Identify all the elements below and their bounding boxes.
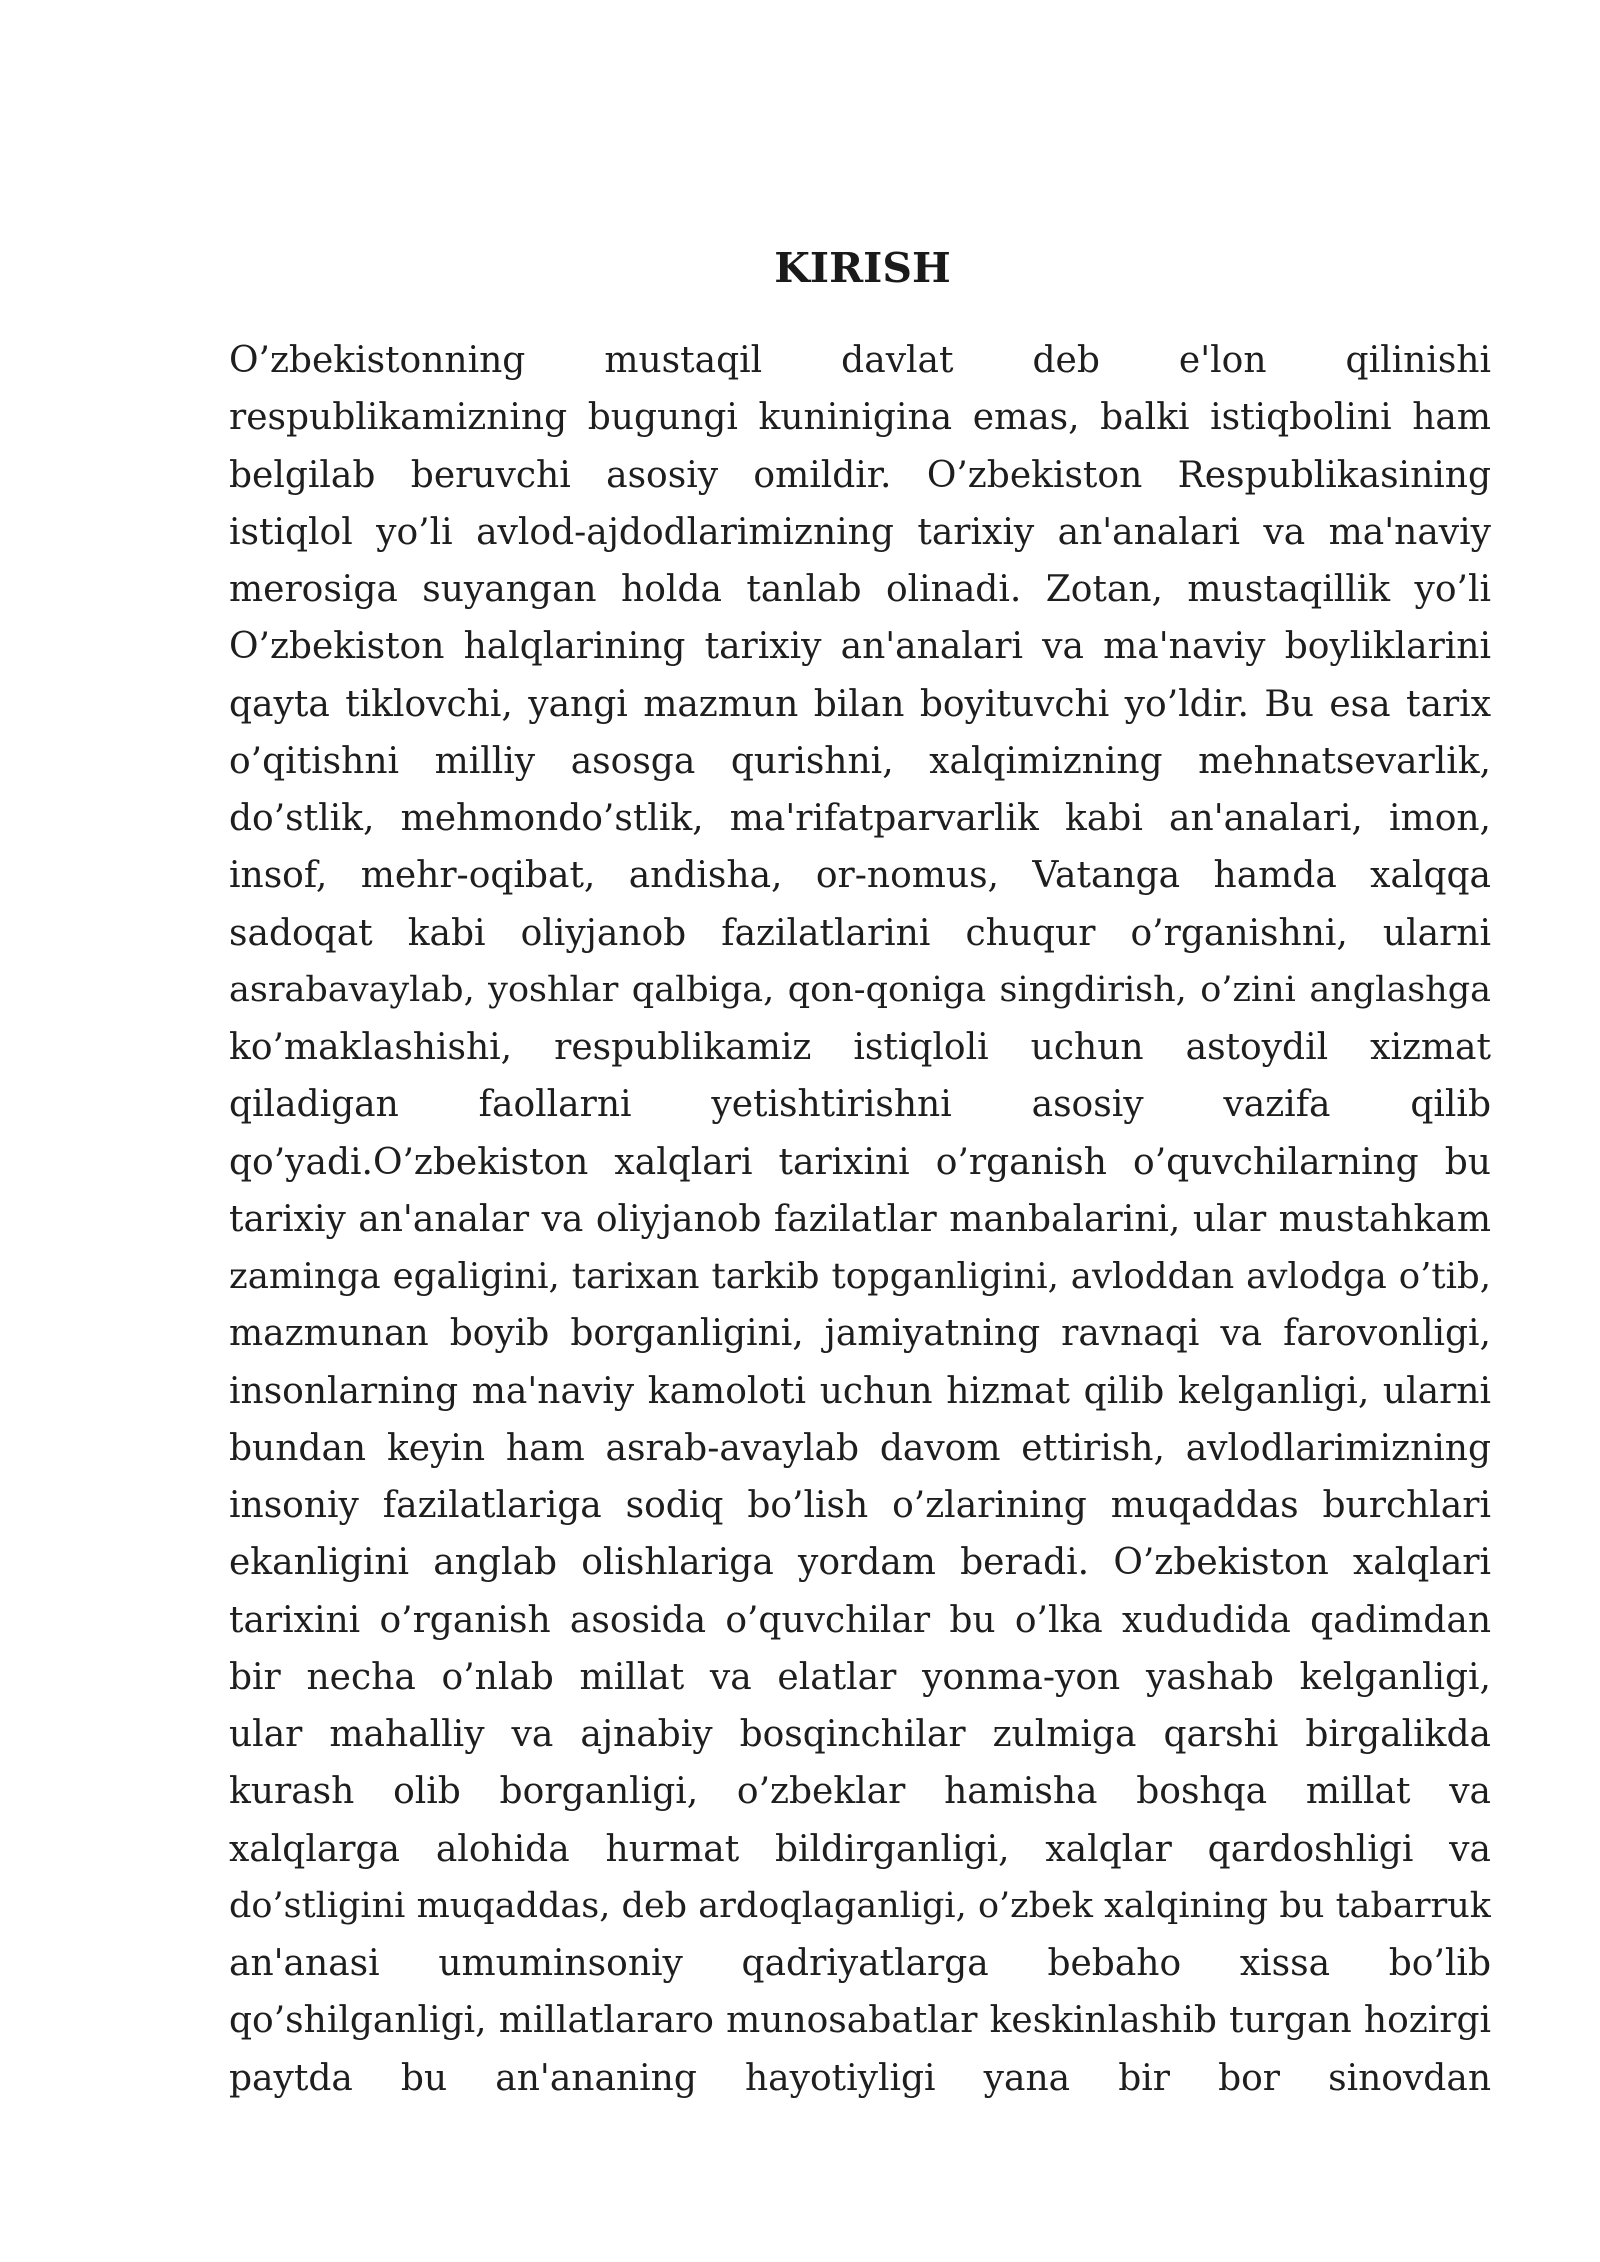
text-line: tarixini o’rganish asosida o’quvchilar bu o’lka xududida qadimdan <box>229 1599 1491 1641</box>
text-line: do’stligini muqaddas, deb ardoqlaganligi, o’zbek xalqining bu tabarruk <box>229 1885 1491 1926</box>
text-line: insoniy fazilatlariga sodiq bo’lish o’zlarining muqaddas burchlari <box>229 1485 1491 1526</box>
text-line: o’qitishni milliy asosga qurishni, xalqimizning mehnatsevarlik, <box>229 740 1491 782</box>
text-line: asrabavaylab, yoshlar qalbiga, qon-qoniga singdirish, o’zini anglashga <box>229 969 1491 1010</box>
text-line: insonlarning ma'naviy kamoloti uchun hizmat qilib kelganligi, ularni <box>229 1370 1491 1412</box>
text-line: do’stlik, mehmondo’stlik, ma'rifatparvarlik kabi an'analari, imon, <box>229 798 1491 839</box>
text-line: xalqlarga alohida hurmat bildirganligi, xalqlar qardoshligi va <box>229 1828 1491 1870</box>
text-line: qayta tiklovchi, yangi mazmun bilan boyituvchi yo’ldir. Bu esa tarix <box>229 683 1491 725</box>
text-line: paytda bu an'ananing hayotiyligi yana bir bor sinovdan <box>229 2057 1491 2099</box>
text-line: kurash olib borganligi, o’zbeklar hamisha boshqa millat va <box>229 1771 1491 1813</box>
text-line: qo’yadi.O’zbekiston xalqlari tarixini o’rganish o’quvchilarning bu <box>229 1141 1491 1183</box>
text-line: O’zbekiston halqlarining tarixiy an'analari va ma'naviy boyliklarini <box>229 626 1491 668</box>
text-line: insof, mehr-oqibat, andisha, or-nomus, Vatanga hamda xalqqa <box>229 855 1491 897</box>
text-line: sadoqat kabi oliyjanob fazilatlarini chuqur o’rganishni, ularni <box>229 912 1491 954</box>
text-line: ekanligini anglab olishlariga yordam beradi. O’zbekiston xalqlari <box>229 1542 1491 1584</box>
text-line: qiladigan faollarni yetishtirishni asosiy vazifa qilib <box>229 1084 1491 1126</box>
text-line: mazmunan boyib borganligini, jamiyatning ravnaqi va farovonligi, <box>229 1313 1491 1355</box>
text-line: zaminga egaligini, tarixan tarkib topganligini, avloddan avlodga o’tib, <box>229 1256 1491 1297</box>
text-line: respublikamizning bugungi kuninigina emas, balki istiqbolini ham <box>229 397 1491 439</box>
text-line: bundan keyin ham asrab-avaylab davom ettirish, avlodlarimizning <box>229 1427 1491 1469</box>
text-line: istiqlol yo’li avlod-ajdodlarimizning tarixiy an'analari va ma'naviy <box>229 511 1491 553</box>
page-title: KIRISH <box>774 244 951 292</box>
text-line: qo’shilganligi, millatlararo munosabatlar keskinlashib turgan hozirgi <box>229 2000 1491 2042</box>
text-line: bir necha o’nlab millat va elatlar yonma-yon yashab kelganligi, <box>229 1656 1491 1698</box>
body-paragraph <box>229 332 1491 2107</box>
text-line: ko’maklashishi, respublikamiz istiqloli uchun astoydil xizmat <box>229 1027 1491 1068</box>
text-line: ular mahalliy va ajnabiy bosqinchilar zulmiga qarshi birgalikda <box>229 1714 1491 1755</box>
text-line: belgilab beruvchi asosiy omildir. O’zbekiston Respublikasining <box>229 454 1491 496</box>
text-line: an'anasi umuminsoniy qadriyatlarga bebaho xissa bo’lib <box>229 1943 1491 1984</box>
text-line: tarixiy an'analar va oliyjanob fazilatlar manbalarini, ular mustahkam <box>229 1198 1491 1240</box>
text-line: merosiga suyangan holda tanlab olinadi. Zotan, mustaqillik yo’li <box>229 569 1491 610</box>
text-line: O’zbekistonning mustaqil davlat deb e'lon qilinishi <box>229 340 1491 381</box>
